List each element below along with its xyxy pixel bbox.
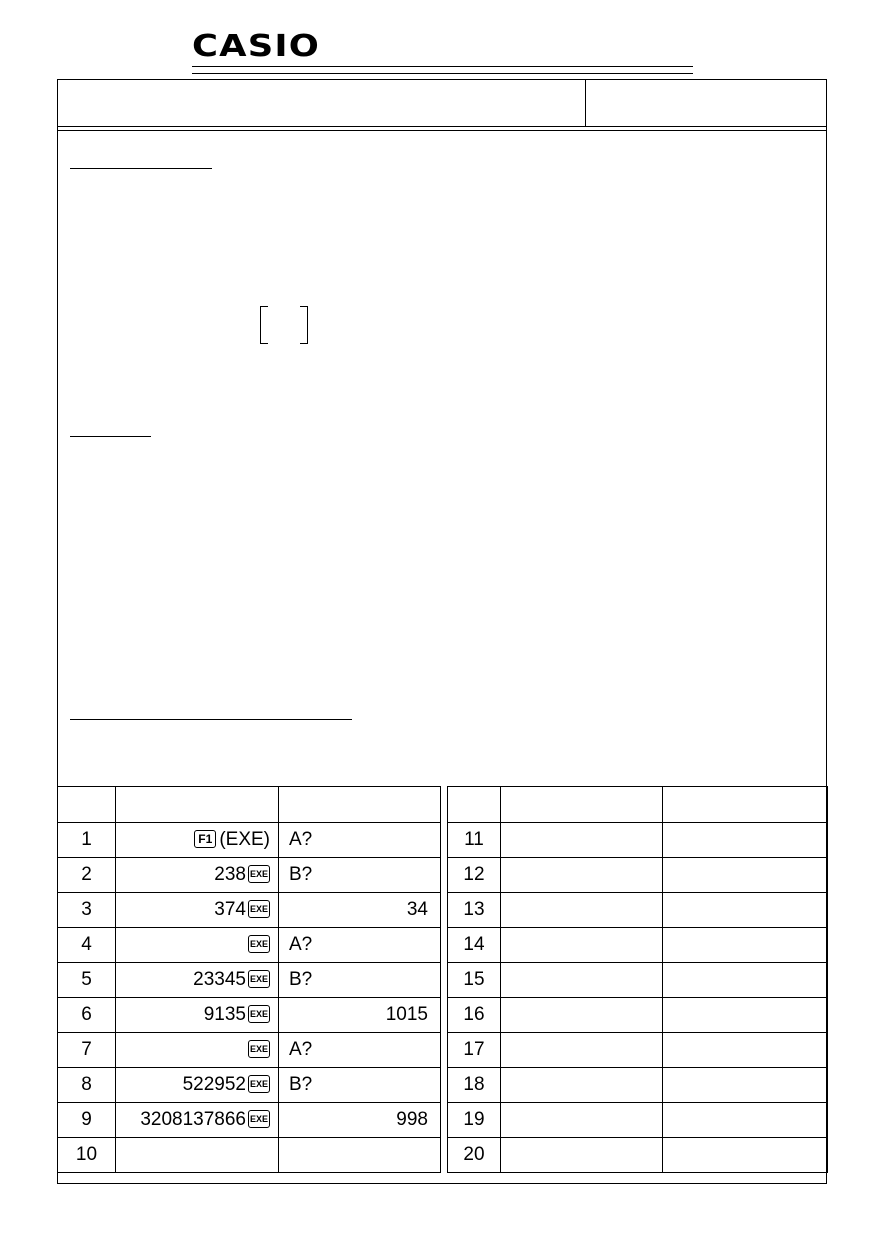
column-gap xyxy=(441,893,448,928)
key-value: 238 xyxy=(214,864,246,885)
key-operation xyxy=(116,823,279,858)
key-operation-table xyxy=(57,786,828,1173)
column-gap xyxy=(441,1068,448,1103)
step-number: 18 xyxy=(448,1068,501,1103)
header-rule-thin xyxy=(192,73,693,74)
display-output xyxy=(663,893,828,928)
column-gap xyxy=(441,928,448,963)
step-number: 19 xyxy=(448,1103,501,1138)
key-operation xyxy=(116,998,279,1033)
exe-key-icon: EXE xyxy=(248,1040,270,1058)
key-operation xyxy=(501,893,663,928)
key-operation xyxy=(116,928,279,963)
display-output xyxy=(663,963,828,998)
exe-key-icon: EXE xyxy=(248,1110,270,1128)
key-operation xyxy=(116,1068,279,1103)
step-number: 17 xyxy=(448,1033,501,1068)
table-row xyxy=(58,928,828,963)
key-value: 374 xyxy=(214,899,246,920)
step-number: 6 xyxy=(58,998,116,1033)
key-operation xyxy=(116,893,279,928)
display-output xyxy=(663,928,828,963)
step-number: 8 xyxy=(58,1068,116,1103)
key-operation xyxy=(501,928,663,963)
bracket-left xyxy=(260,306,268,344)
key-operation xyxy=(501,858,663,893)
table-row xyxy=(58,1138,828,1173)
key-value: 9135 xyxy=(203,1004,246,1025)
column-gap xyxy=(441,963,448,998)
step-number: 12 xyxy=(448,858,501,893)
section-heading-underline-2 xyxy=(70,436,151,437)
display-output xyxy=(663,1103,828,1138)
header-cell xyxy=(279,787,441,823)
key-operation xyxy=(501,1033,663,1068)
key-operation xyxy=(501,823,663,858)
section-heading-underline-3 xyxy=(70,719,352,720)
key-operation xyxy=(501,963,663,998)
key-operation xyxy=(501,1138,663,1173)
display-output: B? xyxy=(279,858,441,893)
display-output xyxy=(663,1033,828,1068)
display-output xyxy=(663,858,828,893)
header-divider xyxy=(585,79,586,126)
exe-key-icon: EXE xyxy=(248,900,270,918)
key-operation xyxy=(501,1103,663,1138)
column-gap xyxy=(441,858,448,893)
display-output: B? xyxy=(279,963,441,998)
header-bottom-line-double xyxy=(57,130,827,131)
header-cell xyxy=(501,787,663,823)
header-bottom-line xyxy=(57,126,827,127)
step-number: 2 xyxy=(58,858,116,893)
key-operation xyxy=(116,1138,279,1173)
table-row xyxy=(58,963,828,998)
step-number: 9 xyxy=(58,1103,116,1138)
step-number: 13 xyxy=(448,893,501,928)
key-operation xyxy=(501,998,663,1033)
column-gap xyxy=(441,787,448,823)
key-operation xyxy=(501,1068,663,1103)
key-operation xyxy=(116,1033,279,1068)
key-operation xyxy=(116,858,279,893)
display-output: A? xyxy=(279,1033,441,1068)
column-gap xyxy=(441,998,448,1033)
step-number: 4 xyxy=(58,928,116,963)
column-gap xyxy=(441,823,448,858)
header-cell xyxy=(448,787,501,823)
display-output: A? xyxy=(279,928,441,963)
step-number: 20 xyxy=(448,1138,501,1173)
exe-key-icon: EXE xyxy=(248,970,270,988)
column-gap xyxy=(441,1103,448,1138)
header-cell xyxy=(663,787,828,823)
key-operation xyxy=(116,1103,279,1138)
display-output: 1015 xyxy=(279,998,441,1033)
f1-key-icon: F1 xyxy=(194,830,216,848)
step-number: 7 xyxy=(58,1033,116,1068)
casio-logo: CASIO xyxy=(192,29,321,64)
step-number: 14 xyxy=(448,928,501,963)
key-value: (EXE) xyxy=(219,829,270,850)
display-output xyxy=(663,1068,828,1103)
table-header-row xyxy=(58,787,828,823)
step-number: 3 xyxy=(58,893,116,928)
key-value: 23345 xyxy=(193,969,246,990)
step-number: 11 xyxy=(448,823,501,858)
exe-key-icon: EXE xyxy=(248,865,270,883)
display-output: 34 xyxy=(279,893,441,928)
display-output xyxy=(663,1138,828,1173)
step-number: 10 xyxy=(58,1138,116,1173)
display-output: B? xyxy=(279,1068,441,1103)
header-cell xyxy=(116,787,279,823)
column-gap xyxy=(441,1033,448,1068)
header-cell xyxy=(58,787,116,823)
section-heading-underline-1 xyxy=(70,168,212,169)
display-output: A? xyxy=(279,823,441,858)
step-number: 15 xyxy=(448,963,501,998)
column-gap xyxy=(441,1138,448,1173)
table-row xyxy=(58,998,828,1033)
table-row xyxy=(58,1068,828,1103)
step-number: 16 xyxy=(448,998,501,1033)
display-output xyxy=(663,998,828,1033)
exe-key-icon: EXE xyxy=(248,1005,270,1023)
table-row xyxy=(58,858,828,893)
table-row xyxy=(58,893,828,928)
table-row xyxy=(58,1103,828,1138)
key-value: 522952 xyxy=(182,1074,246,1095)
display-output xyxy=(663,823,828,858)
display-output xyxy=(279,1138,441,1173)
display-output: 998 xyxy=(279,1103,441,1138)
step-number: 5 xyxy=(58,963,116,998)
table-row xyxy=(58,823,828,858)
exe-key-icon: EXE xyxy=(248,935,270,953)
step-number: 1 xyxy=(58,823,116,858)
table-row xyxy=(58,1033,828,1068)
exe-key-icon: EXE xyxy=(248,1075,270,1093)
bracket-right xyxy=(300,306,308,344)
key-operation xyxy=(116,963,279,998)
key-value: 3208137866 xyxy=(140,1109,246,1130)
header-rule xyxy=(192,66,693,67)
